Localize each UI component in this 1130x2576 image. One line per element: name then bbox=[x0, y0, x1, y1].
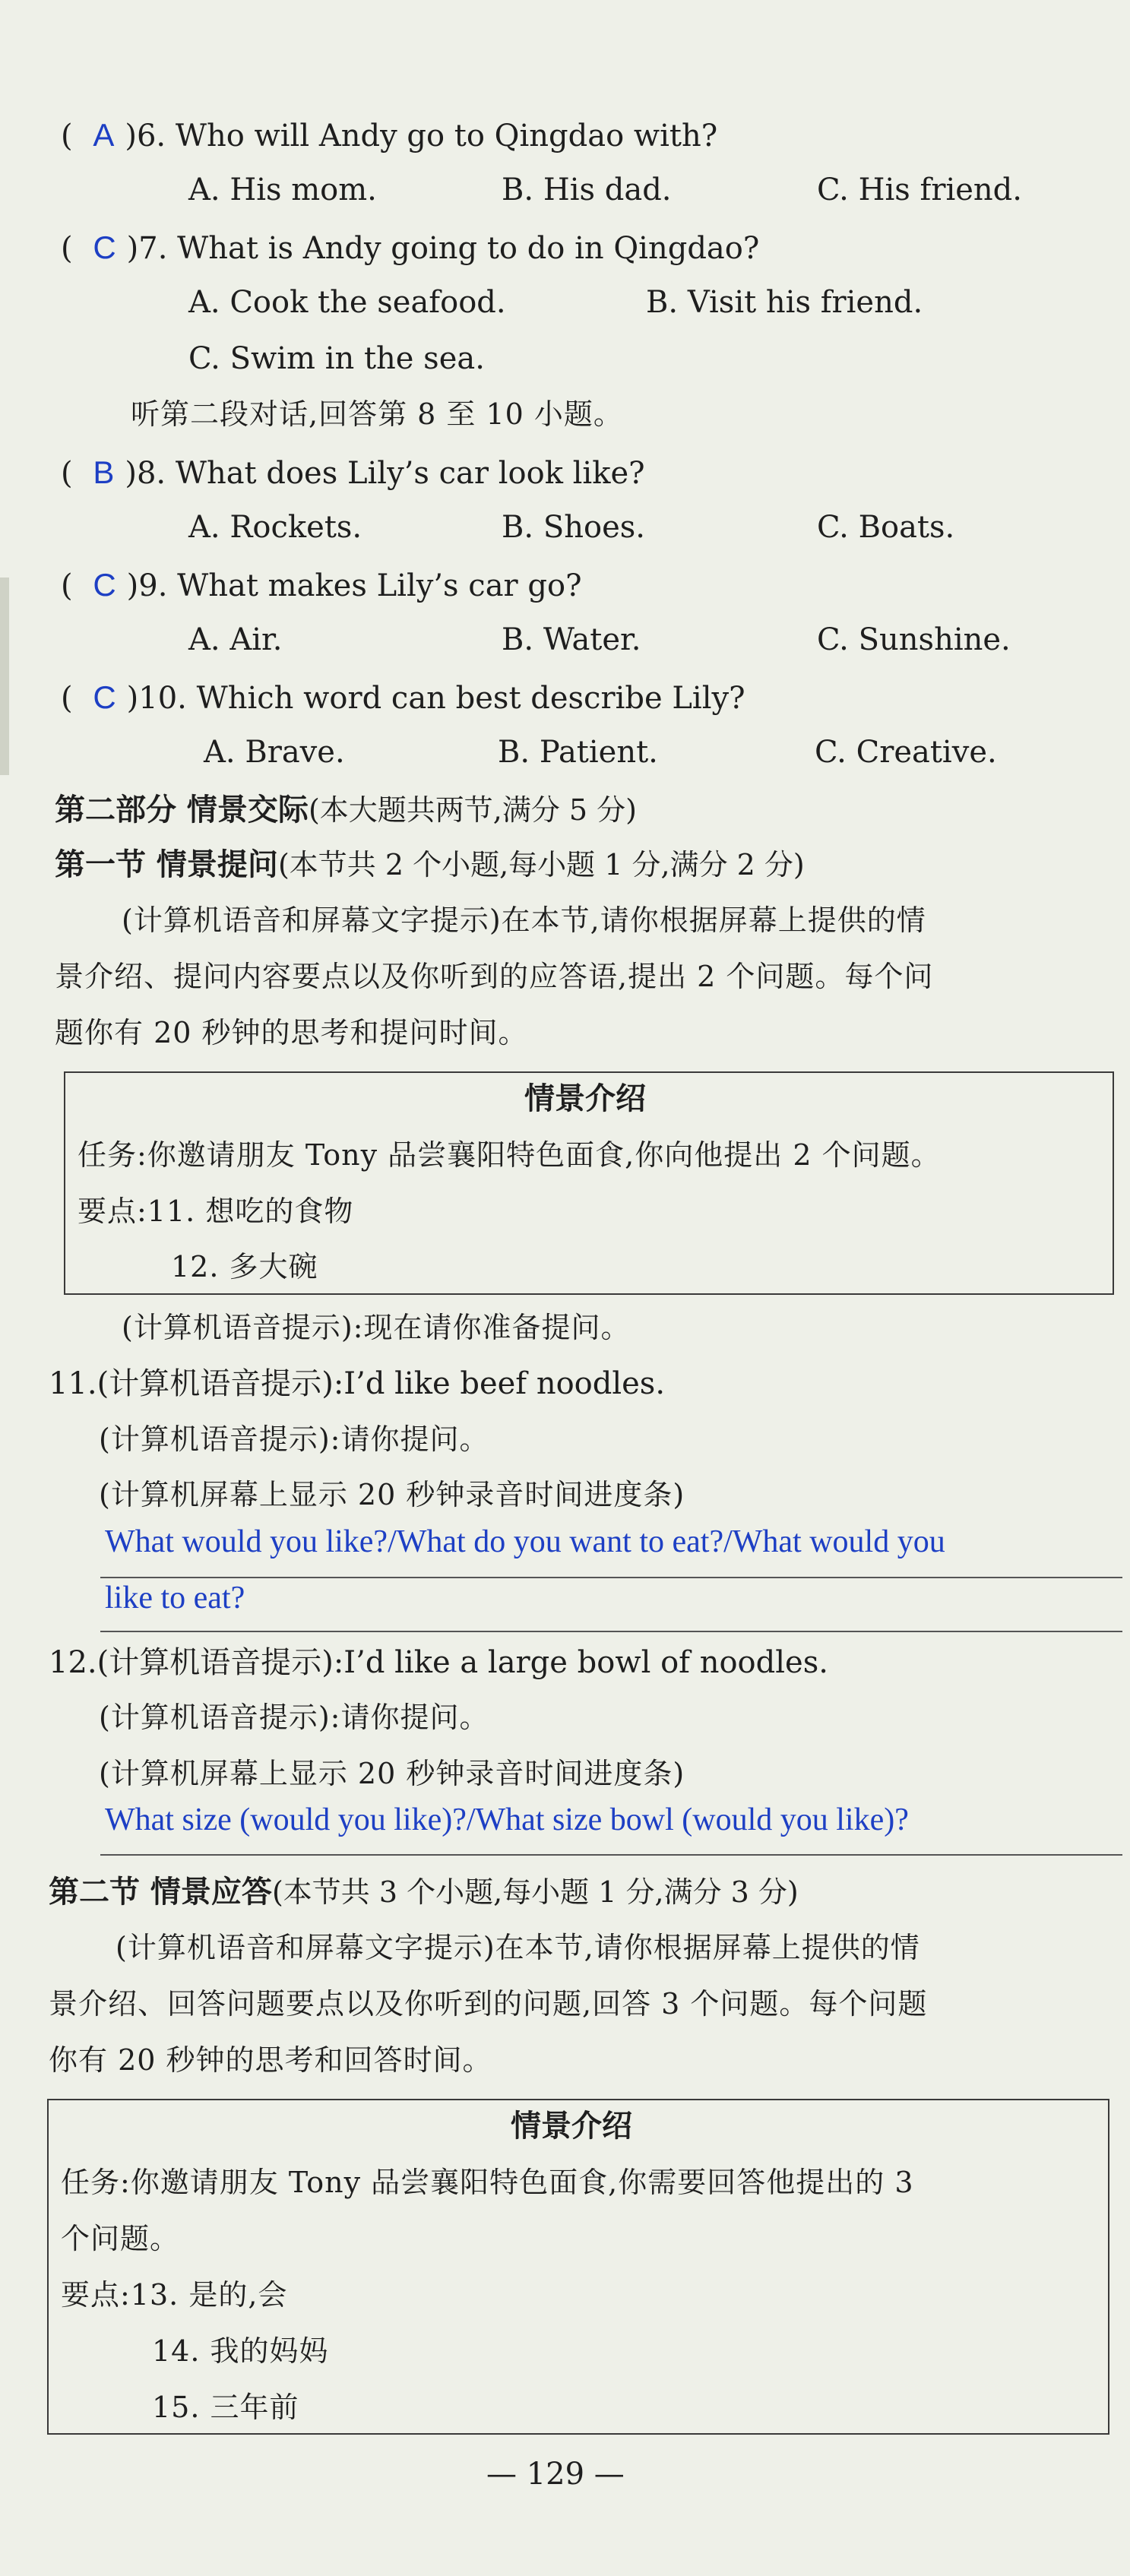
q12-screen: (计算机屏幕上显示 20 秒钟录音时间进度条) bbox=[99, 1757, 685, 1790]
scenario-box-1-point-11: 要点:11. 想吃的食物 bbox=[78, 1195, 354, 1228]
answer-9: C bbox=[93, 567, 116, 603]
q10-option-a: A. Brave. bbox=[204, 735, 345, 770]
q7-option-b: B. Visit his friend. bbox=[646, 285, 923, 320]
paren-open: ( bbox=[61, 456, 73, 491]
question-7-text: )7. What is Andy going to do in Qingdao? bbox=[126, 231, 760, 266]
q11-answer-line-2: like to eat? bbox=[105, 1581, 245, 1616]
paren-open: ( bbox=[61, 231, 73, 266]
q11-screen: (计算机屏幕上显示 20 秒钟录音时间进度条) bbox=[99, 1478, 685, 1511]
paren-open: ( bbox=[61, 681, 73, 716]
q12-ask: (计算机语音提示):请你提问。 bbox=[99, 1701, 489, 1734]
question-10-text: )10. Which word can best describe Lily? bbox=[126, 681, 745, 716]
q8-option-c: C. Boats. bbox=[817, 510, 955, 545]
page-edge-mark bbox=[0, 578, 9, 775]
question-10 bbox=[61, 679, 745, 716]
q11-ask: (计算机语音提示):请你提问。 bbox=[99, 1422, 489, 1456]
section1-intro-line-3: 题你有 20 秒钟的思考和提问时间。 bbox=[55, 1016, 528, 1049]
q6-option-b: B. His dad. bbox=[502, 172, 672, 207]
scenario-box-2-task-line-1: 任务:你邀请朋友 Tony 品尝襄阳特色面食,你需要回答他提出的 3 bbox=[61, 2166, 914, 2199]
scenario-box-1-task: 任务:你邀请朋友 Tony 品尝襄阳特色面食,你向他提出 2 个问题。 bbox=[78, 1138, 941, 1172]
question-9-text: )9. What makes Lily’s car go? bbox=[126, 568, 582, 603]
scenario-box-2-title: 情景介绍 bbox=[511, 2109, 632, 2144]
q7-option-a: A. Cook the seafood. bbox=[188, 285, 506, 320]
scenario-box-2-task-line-2: 个问题。 bbox=[61, 2222, 180, 2255]
answer-6: A bbox=[93, 117, 115, 153]
part2-heading bbox=[55, 793, 638, 828]
section1-intro-line-1: (计算机语音和屏幕文字提示)在本节,请你根据屏幕上提供的情 bbox=[122, 903, 926, 937]
question-6 bbox=[61, 119, 717, 151]
q12-line: 12.(计算机语音提示):I’d like a large bowl of noodles. bbox=[49, 1645, 828, 1680]
question-8 bbox=[61, 454, 645, 491]
q8-option-a: A. Rockets. bbox=[188, 510, 362, 545]
q11-line: 11.(计算机语音提示):I’d like beef noodles. bbox=[49, 1366, 666, 1401]
part2-title: 第二部分 情景交际 bbox=[55, 793, 309, 828]
q10-option-c: C. Creative. bbox=[815, 735, 997, 770]
section1-heading bbox=[55, 847, 805, 882]
q12-answer-line-1: What size (would you like)?/What size bowl (would you like)? bbox=[105, 1802, 909, 1837]
q8-option-b: B. Shoes. bbox=[502, 510, 645, 545]
answer-7: C bbox=[93, 229, 116, 265]
answer-rule bbox=[100, 1854, 1122, 1856]
scenario-box-2-point-15: 15. 三年前 bbox=[152, 2391, 299, 2424]
page-number: — 129 — bbox=[486, 2457, 625, 2492]
scenario-box-1-point-12: 12. 多大碗 bbox=[171, 1250, 318, 1283]
q6-option-a: A. His mom. bbox=[188, 172, 377, 207]
scenario-box-2 bbox=[47, 2099, 1109, 2435]
scenario-box-1-title: 情景介绍 bbox=[524, 1081, 646, 1116]
question-7 bbox=[61, 229, 760, 266]
answer-rule bbox=[100, 1631, 1122, 1632]
section1-intro-line-2: 景介绍、提问内容要点以及你听到的应答语,提出 2 个问题。每个问 bbox=[55, 960, 934, 993]
answer-10: C bbox=[93, 679, 116, 715]
scenario-box-2-point-13: 要点:13. 是的,会 bbox=[61, 2278, 288, 2312]
section2-intro-line-3: 你有 20 秒钟的思考和回答时间。 bbox=[49, 2043, 492, 2077]
section2-title: 第二节 情景应答 bbox=[49, 1875, 272, 1910]
q7-option-c: C. Swim in the sea. bbox=[188, 341, 485, 376]
paren-open: ( bbox=[61, 568, 73, 603]
answer-rule bbox=[100, 1577, 1122, 1578]
dialog2-instruction: 听第二段对话,回答第 8 至 10 小题。 bbox=[131, 397, 623, 431]
section1-note: (本节共 2 个小题,每小题 1 分,满分 2 分) bbox=[277, 848, 805, 881]
question-8-text: )8. What does Lily’s car look like? bbox=[125, 456, 645, 491]
section2-intro-line-2: 景介绍、回答问题要点以及你听到的问题,回答 3 个问题。每个问题 bbox=[49, 1987, 928, 2021]
q9-option-c: C. Sunshine. bbox=[817, 622, 1011, 657]
paren-open: ( bbox=[61, 119, 73, 153]
part2-note: (本大题共两节,满分 5 分) bbox=[308, 793, 638, 827]
section1-prompt: (计算机语音提示):现在请你准备提问。 bbox=[122, 1311, 631, 1344]
q11-answer-line-1: What would you like?/What do you want to eat?/What would you bbox=[105, 1524, 945, 1559]
question-9 bbox=[61, 569, 582, 601]
q10-option-b: B. Patient. bbox=[498, 735, 658, 770]
section1-title: 第一节 情景提问 bbox=[55, 847, 278, 882]
q9-option-b: B. Water. bbox=[502, 622, 641, 657]
answer-8: B bbox=[93, 454, 115, 490]
scenario-box-2-point-14: 14. 我的妈妈 bbox=[152, 2334, 329, 2368]
q9-option-a: A. Air. bbox=[188, 622, 283, 657]
section2-heading bbox=[49, 1875, 799, 1910]
section2-intro-line-1: (计算机语音和屏幕文字提示)在本节,请你根据屏幕上提供的情 bbox=[116, 1931, 920, 1964]
question-6-text: )6. Who will Andy go to Qingdao with? bbox=[125, 119, 718, 153]
section2-note: (本节共 3 个小题,每小题 1 分,满分 3 分) bbox=[271, 1875, 799, 1909]
q6-option-c: C. His friend. bbox=[817, 172, 1022, 207]
